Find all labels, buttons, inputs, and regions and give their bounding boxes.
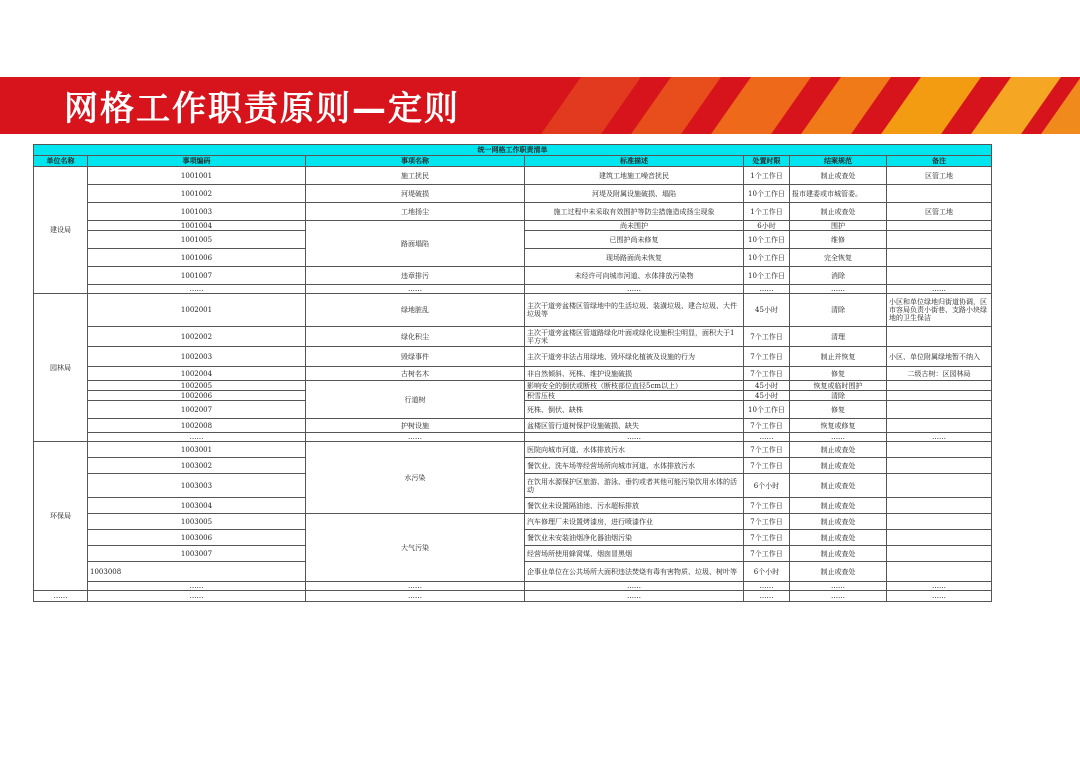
item-name-cell: 毁绿事件 (306, 347, 525, 367)
standard-desc-cell: 盆楼区管行道树保护设施破损、缺失 (525, 419, 744, 433)
item-code-cell: 1003008 (88, 562, 306, 582)
note-cell: …… (887, 582, 992, 591)
time-limit-cell: 7个工作日 (744, 442, 790, 458)
banner-stripe (702, 77, 818, 134)
item-name-cell: 护树设施 (306, 419, 525, 433)
table-row (34, 419, 992, 433)
note-cell (887, 327, 992, 347)
standard-desc-cell: 餐饮业未安装油烟净化器油烟污染 (525, 530, 744, 546)
standard-desc-cell: 在饮用水源保护区旅游、游泳、垂钓或者其他可能污染饮用水体的活动 (525, 474, 744, 498)
page-title: 网格工作职责原则—定则 (64, 89, 460, 129)
standard-desc-cell: …… (525, 582, 744, 591)
responsibility-table (33, 144, 992, 602)
close-spec-cell: 清除 (790, 294, 887, 327)
item-name-cell: 工地扬尘 (306, 203, 525, 221)
standard-desc-cell: 影响安全的倒伏或断枝（断枝部位直径5cm以上） (525, 381, 744, 391)
close-spec-cell: …… (790, 285, 887, 294)
standard-desc-cell: 餐饮业、洗车场等经营场所向城市河道、水体排放污水 (525, 458, 744, 474)
item-name-cell: …… (306, 582, 525, 591)
standard-desc-cell: 主次干道旁盆楼区管绿地中的生活垃圾、装潢垃圾、建合垃圾、大件垃圾等 (525, 294, 744, 327)
close-spec-cell: 围护 (790, 221, 887, 231)
close-spec-cell: 制止或查处 (790, 546, 887, 562)
table-row (34, 167, 992, 185)
time-limit-cell: 10个工作日 (744, 185, 790, 203)
note-cell: …… (887, 433, 992, 442)
column-header: 事项名称 (306, 156, 525, 167)
note-cell: 区管工地 (887, 203, 992, 221)
note-cell (887, 185, 992, 203)
unit-name-cell: 建设局 (34, 167, 88, 294)
item-code-cell: …… (88, 285, 306, 294)
note-cell: 小区、单位附属绿地暂不纳入 (887, 347, 992, 367)
table-row (34, 203, 992, 221)
item-name-cell: 绿化积尘 (306, 327, 525, 347)
unit-name-cell: 环保局 (34, 442, 88, 591)
time-limit-cell: 6小时 (744, 221, 790, 231)
item-code-cell: 1001003 (88, 203, 306, 221)
close-spec-cell: 制止或查处 (790, 458, 887, 474)
standard-desc-cell: 企事业单位在公共场所大面积违法焚烧有毒有害物质、垃圾、树叶等 (525, 562, 744, 582)
note-cell (887, 249, 992, 267)
note-cell (887, 442, 992, 458)
time-limit-cell: 7个工作日 (744, 367, 790, 381)
item-name-cell: 绿地脏乱 (306, 294, 525, 327)
time-limit-cell: 45小时 (744, 381, 790, 391)
note-cell: 区管工地 (887, 167, 992, 185)
close-spec-cell: 维修 (790, 231, 887, 249)
table-row (34, 433, 992, 442)
close-spec-cell: 制止或查处 (790, 498, 887, 514)
column-header: 备注 (887, 156, 992, 167)
time-limit-cell: 1个工作日 (744, 167, 790, 185)
item-code-cell: 1003002 (88, 458, 306, 474)
standard-desc-cell: 医院向城市河道、水体排放污水 (525, 442, 744, 458)
time-limit-cell: 6个小时 (744, 562, 790, 582)
standard-desc-cell: 非自然倾斜、死株、维护设施破损 (525, 367, 744, 381)
note-cell (887, 231, 992, 249)
standard-desc-cell: …… (525, 285, 744, 294)
close-spec-cell: 制止或查处 (790, 530, 887, 546)
standard-desc-cell: 主次干道旁盆楼区管道路绿化叶面或绿化设施积尘明显，面积大于1平方米 (525, 327, 744, 347)
standard-desc-cell: 汽车修理厂未设置烤漆房，进行喷漆作业 (525, 514, 744, 530)
banner-stripe (792, 77, 898, 134)
item-name-cell: …… (306, 591, 525, 602)
close-spec-cell: 制止或查处 (790, 167, 887, 185)
table-row (34, 442, 992, 458)
time-limit-cell: …… (744, 433, 790, 442)
title-banner (0, 77, 1080, 134)
item-name-cell: 大气污染 (306, 514, 525, 582)
note-cell (887, 530, 992, 546)
item-code-cell: 1001005 (88, 231, 306, 249)
time-limit-cell: 45小时 (744, 294, 790, 327)
column-header: 单位名称 (34, 156, 88, 167)
close-spec-cell: 制止或查处 (790, 203, 887, 221)
table-row (34, 294, 992, 327)
item-name-cell: 行道树 (306, 381, 525, 419)
item-code-cell: 1001001 (88, 167, 306, 185)
close-spec-cell: 恢复或临时围护 (790, 381, 887, 391)
close-spec-cell: 清理 (790, 327, 887, 347)
column-header: 结案规范 (790, 156, 887, 167)
item-code-cell: 1002008 (88, 419, 306, 433)
note-cell (887, 221, 992, 231)
time-limit-cell: 7个工作日 (744, 347, 790, 367)
note-cell (887, 498, 992, 514)
note-cell: 二级古树：区园林局 (887, 367, 992, 381)
table-row (34, 267, 992, 285)
item-name-cell: 路面塌陷 (306, 221, 525, 267)
close-spec-cell: 制止或查处 (790, 474, 887, 498)
standard-desc-cell: 餐饮业未设置隔油池、污水超标排放 (525, 498, 744, 514)
standard-desc-cell: 经营场所使用蜂窝煤、烟囱冒黑烟 (525, 546, 744, 562)
table-row (34, 347, 992, 367)
item-code-cell: 1001002 (88, 185, 306, 203)
item-code-cell: 1002007 (88, 401, 306, 419)
banner-stripe (532, 77, 648, 134)
note-cell (887, 546, 992, 562)
time-limit-cell: 7个工作日 (744, 327, 790, 347)
note-cell (887, 267, 992, 285)
standard-desc-cell: 尚未围护 (525, 221, 744, 231)
table-row (34, 367, 992, 381)
standard-desc-cell: 施工过程中未采取有效围护等防尘措施造成扬尘现象 (525, 203, 744, 221)
unit-name-cell: …… (34, 591, 88, 602)
note-cell (887, 391, 992, 401)
standard-desc-cell: 主次干道旁非法占用绿地、毁坏绿化植被及设施的行为 (525, 347, 744, 367)
note-cell (887, 474, 992, 498)
item-code-cell: …… (88, 433, 306, 442)
item-code-cell: 1003001 (88, 442, 306, 458)
standard-desc-cell: 未经许可向城市河道、水体排放污染物 (525, 267, 744, 285)
item-code-cell: 1001006 (88, 249, 306, 267)
note-cell (887, 562, 992, 582)
item-name-cell: 古树名木 (306, 367, 525, 381)
time-limit-cell: 7个工作日 (744, 546, 790, 562)
close-spec-cell: 制止或查处 (790, 562, 887, 582)
item-code-cell: 1002004 (88, 367, 306, 381)
item-code-cell: 1001004 (88, 221, 306, 231)
table-row (34, 285, 992, 294)
item-code-cell: 1003003 (88, 474, 306, 498)
item-name-cell: 违章排污 (306, 267, 525, 285)
column-header: 事项编码 (88, 156, 306, 167)
note-cell (887, 381, 992, 391)
standard-desc-cell: …… (525, 433, 744, 442)
standard-desc-cell: 建筑工地施工噪音扰民 (525, 167, 744, 185)
column-header: 标准描述 (525, 156, 744, 167)
time-limit-cell: …… (744, 285, 790, 294)
note-cell: …… (887, 285, 992, 294)
close-spec-cell: 完全恢复 (790, 249, 887, 267)
table-row (34, 221, 992, 231)
table-row (34, 514, 992, 530)
table-row (34, 591, 992, 602)
item-code-cell: 1003005 (88, 514, 306, 530)
standard-desc-cell: 已围护尚未修复 (525, 231, 744, 249)
close-spec-cell: …… (790, 582, 887, 591)
note-cell: 小区和单位绿地归街道协调，区市容局负责小街巷、支路小块绿地的卫生保洁 (887, 294, 992, 327)
item-code-cell: 1002003 (88, 347, 306, 367)
item-name-cell: 河堤破损 (306, 185, 525, 203)
item-code-cell: 1001007 (88, 267, 306, 285)
banner-stripe (622, 77, 728, 134)
item-code-cell: 1002005 (88, 381, 306, 391)
standard-desc-cell: 现场路面尚未恢复 (525, 249, 744, 267)
item-code-cell: …… (88, 582, 306, 591)
time-limit-cell: 7个工作日 (744, 458, 790, 474)
close-spec-cell: 制止或查处 (790, 514, 887, 530)
item-name-cell: …… (306, 433, 525, 442)
table-row (34, 327, 992, 347)
close-spec-cell: …… (790, 591, 887, 602)
time-limit-cell: 10个工作日 (744, 267, 790, 285)
standard-desc-cell: 河堤及附属设施破损、塌陷 (525, 185, 744, 203)
close-spec-cell: 修复 (790, 401, 887, 419)
close-spec-cell: 制止并恢复 (790, 347, 887, 367)
item-name-cell: 施工扰民 (306, 167, 525, 185)
time-limit-cell: 6个小时 (744, 474, 790, 498)
table-row (34, 381, 992, 391)
item-name-cell: …… (306, 285, 525, 294)
item-code-cell: 1003006 (88, 530, 306, 546)
item-code-cell: 1002001 (88, 294, 306, 327)
time-limit-cell: 1个工作日 (744, 203, 790, 221)
standard-desc-cell: …… (525, 591, 744, 602)
time-limit-cell: 10个工作日 (744, 231, 790, 249)
time-limit-cell: …… (744, 591, 790, 602)
standard-desc-cell: 积雪压枝 (525, 391, 744, 401)
close-spec-cell: 制止或查处 (790, 442, 887, 458)
table-row (34, 185, 992, 203)
item-code-cell: …… (88, 591, 306, 602)
item-code-cell: 1002006 (88, 391, 306, 401)
item-code-cell: 1002002 (88, 327, 306, 347)
time-limit-cell: …… (744, 582, 790, 591)
standard-desc-cell: 死株、倒伏、缺株 (525, 401, 744, 419)
column-header: 处置时限 (744, 156, 790, 167)
close-spec-cell: 修复 (790, 367, 887, 381)
banner-stripe (872, 77, 988, 134)
item-code-cell: 1003004 (88, 498, 306, 514)
table-caption: 统一网格工作职责清单 (34, 145, 992, 156)
time-limit-cell: 7个工作日 (744, 514, 790, 530)
time-limit-cell: 45小时 (744, 391, 790, 401)
close-spec-cell: 消除 (790, 267, 887, 285)
time-limit-cell: 7个工作日 (744, 419, 790, 433)
table-row (34, 582, 992, 591)
note-cell (887, 514, 992, 530)
time-limit-cell: 10个工作日 (744, 401, 790, 419)
close-spec-cell: 报市建委或市城管委。 (790, 185, 887, 203)
note-cell (887, 419, 992, 433)
note-cell (887, 458, 992, 474)
item-name-cell: 水污染 (306, 442, 525, 514)
close-spec-cell: …… (790, 433, 887, 442)
close-spec-cell: 清除 (790, 391, 887, 401)
time-limit-cell: 7个工作日 (744, 498, 790, 514)
time-limit-cell: 10个工作日 (744, 249, 790, 267)
time-limit-cell: 7个工作日 (744, 530, 790, 546)
unit-name-cell: 园林局 (34, 294, 88, 442)
item-code-cell: 1003007 (88, 546, 306, 562)
note-cell: …… (887, 591, 992, 602)
close-spec-cell: 恢复或修复 (790, 419, 887, 433)
note-cell (887, 401, 992, 419)
